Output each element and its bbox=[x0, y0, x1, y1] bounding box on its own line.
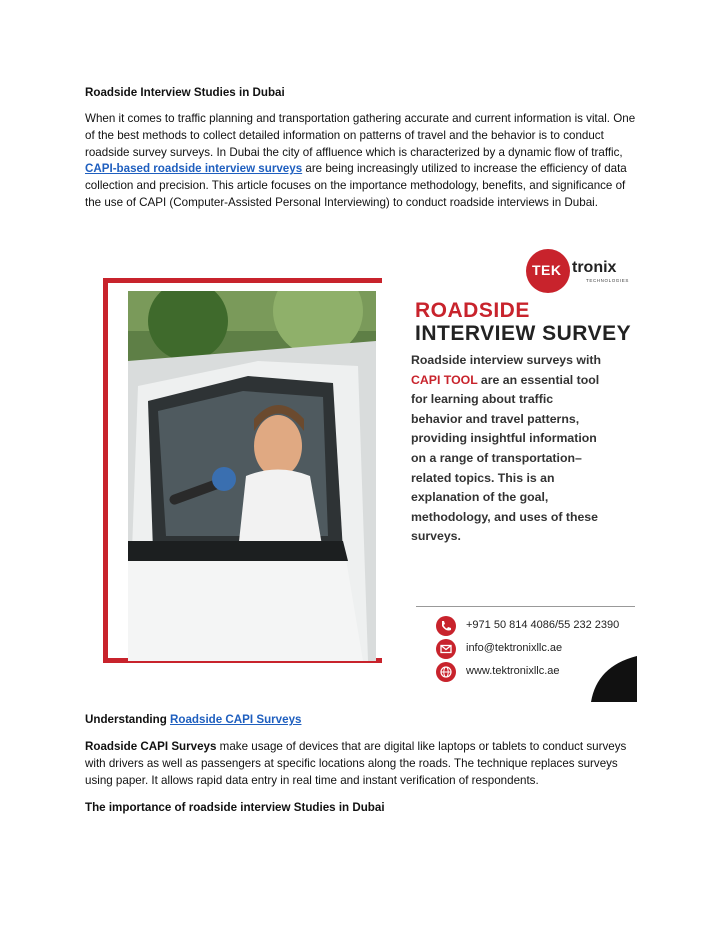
understanding-heading: Understanding Roadside CAPI Surveys bbox=[85, 713, 302, 726]
banner-title-line1: ROADSIDE bbox=[415, 299, 530, 322]
email-address: info@tektronixllc.ae bbox=[466, 642, 563, 654]
roadside-survey-banner bbox=[100, 246, 637, 702]
intro-text-end: are being increasingly utilized to increase the efficiency of data collection and precision. This article focuses on the importance methodology, benefits, and significance of the use of CAPI (Computer-Assisted Personal Interviewing) to conduct roadside interviews in Dubai. bbox=[85, 162, 627, 209]
contact-divider bbox=[416, 606, 635, 607]
importance-heading: The importance of roadside interview Studies in Dubai bbox=[85, 801, 385, 814]
capi-surveys-link[interactable]: CAPI-based roadside interview surveys bbox=[85, 162, 303, 176]
globe-icon bbox=[436, 662, 456, 682]
phone-icon bbox=[436, 616, 456, 636]
capi-surveys-paragraph: Roadside CAPI Surveys make usage of devices that are digital like laptops or tablets to conduct surveys with drivers as well as passengers at specific locations along the roads. The technique replaces surveys using paper. It allows rapid data entry in real time and instant verification of respondents. bbox=[85, 740, 627, 787]
corner-decoration bbox=[591, 656, 637, 702]
intro-text-start: When it comes to traffic planning and transportation gathering accurate and current information is vital. One of the best methods to collect detailed information on patterns of travel and the behavior is to conduct roadside survey surveys. In Dubai the city of affluence which is characterized by a dynamic flow of traffic, bbox=[85, 112, 636, 159]
driver-interview-photo bbox=[128, 291, 376, 661]
email-icon bbox=[436, 639, 456, 659]
roadside-capi-surveys-link[interactable]: Roadside CAPI Surveys bbox=[170, 713, 302, 726]
capi-tool-highlight: CAPI TOOL bbox=[411, 372, 478, 387]
phone-number: +971 50 814 4086/55 232 2390 bbox=[466, 619, 620, 631]
intro-paragraph bbox=[85, 111, 637, 212]
tektronix-logo: TEK tronix TECHNOLOGIES bbox=[526, 249, 622, 293]
section-heading: Roadside Interview Studies in Dubai bbox=[85, 86, 285, 99]
website-url: www.tektronixllc.ae bbox=[466, 665, 560, 677]
banner-title-line2: INTERVIEW SURVEY bbox=[415, 322, 632, 345]
banner-description: Roadside interview surveys with CAPI TOOL are an essential tool for learning about traffic behavior and travel patterns, providing insightful information on a range of transportation–related topics. This is an explanation of the goal, methodology, and uses of these surveys. bbox=[411, 353, 601, 544]
